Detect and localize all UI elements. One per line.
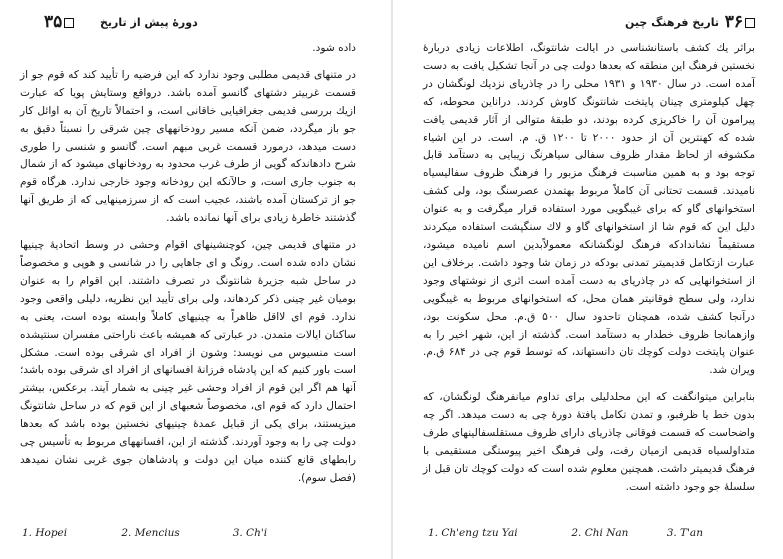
page-number-text: ۳۵ [44,12,63,32]
paragraph: داده شود. [312,42,356,54]
paragraph: در متنهای قدیمی چین، کوچنشینهای اقوام وحشی در وسط اتحادیهٔ چینیها نشان داده شده است. رونگ و ای جاهایی را در شانسی و هوپی و مخصوصاً در ساحل شبه جزیرهٔ شانتونگ در تصرف داشتند. این اقوام را به عنوان بومیان غیر چینی ذکر کردهاند، ولی برای تأیید این نظریه، دلیلی واقعی وجود ندارد. قوم ای لااقل ظاهراً به چینیهای کاملاً وابسته بوده است، یعنی به ساکنان ایالات متمدن. در عبارتی که همیشه باعث ناراحتی مفسران سنتیشده است منسیوس می نویسد: وشون از افراد ای شرقی بوده است. مشکل است باور کنیم که این پادشاه فرزانهٔ افسانهای از افراد ای شرقی بوده باشد؛ آنها هم اگر این قوم از افراد وحشی غیر چینی به شمار آیند. برعکس، بیشتر احتمال دارد که قوم ای، مخصوصاً شعبهای از این قوم که در ساحل شانتونگ میزیستند، برای یکی از قبایل عمدهٔ چینیهای نخستین بوده باشد که بعدها دولت چی را به وجود آوردند. گذشته از این، افسانههای مربوط به تأسیس چی رابطهای قانع کننده میان این دولت و پادشاهان جوی غربی نشان نمیدهد (فصل سوم). [20,239,356,484]
footnote: 3. T'an [666,527,703,539]
footnote: 2. Mencius [121,527,180,539]
page-number-text: ۳۶ [724,12,743,32]
square-ornament-icon [64,18,74,28]
square-ornament-icon [745,18,755,28]
footnotes [22,527,267,539]
footnote: 3. Ch'i [232,527,268,539]
footnotes [428,527,703,539]
paragraph: براثر یك کشف باستانشناسی در ایالت شانتونگ، اطلاعات زیادی دربارهٔ نخستین فرهنگ این منطقه که بعدها دولت چی در آنجا تشکیل یافت به دست آمده است. در سال ۱۹۳۰ و ۱۹۳۱ محلی را در چاذریای نزدیك لونگشان در چهل کیلومتری چینان پایتخت شانتونگ کاوش کردند. دراناین محوطه، که پیرامون آن را خاکریزی کرده بودند، دو طبقهٔ متوالی از آثار قدیمی یافت شده که کهنترین آن از حدود ۲۰۰۰ تا ۱۲۰۰ ق. م. است. در این اشیاء مکشوفه از لحاظ مقدار ظروف سفالی سیاهرنگ زیبایی به دستآمد قابل توجه بود و به همین مناسبت فرهنگ مزبور را فرهنگ ظروف سفالیسیاه نامیدند. قسمت تحتانی آن کاملاً مربوط بهتمدن عصرسنگ بود، ولی کشف استخوانهای گاو که برای غیبگویی مورد استفاده قرار میگرفت و به عنوان دلیل این که قوم شا از استخوانهای گاو و لاك سنگپشت استفاده میکردند مستقیماً نشاندادکه فرهنگ لونگشانکه معمولاًبدین اسم نامیده میشود، عبارت ازتکامل قدیمیتر تمدنی بودکه در زمان شا وجود داشت. برخلاف این از استخوانهایی که در چاذریای به دست آمده است اثری از نوشتهای وجود ندارد، ولی سطح فوقانیتر همان محل، که استخوانهای مربوط به غیبگویی درآنجا کشف شده، همچنان تاحدود سال ۵۰۰ ق.م. محل سکونت بود، وازهمانجا ظروف خطدار به دستآمد است. گذشته از این، شهر اخیر را به عنوان پایتخت دولت کوچك تان دانستهاند، که توسط قوم چی در ۶۸۴ ق.م. ویران شد. [423,42,755,377]
page-number [44,12,76,32]
left-page [0,0,390,559]
right-page [393,0,783,559]
page-number [725,12,757,32]
left-page-header [0,12,390,32]
footnote: 2. Chi Nan [571,527,629,539]
paragraph: در متنهای قدیمی مطلبی وجود ندارد که این فرضیه را تأیید کند که قوم جو از قسمت غربیتر دشتهای گانسو آمده باشد. درواقع وستایش پویا که عبارت ازیك بررسی قدیمی جغرافیایی خاقانی است، و احتمالاً تاریخ آن به اوائل کار جو باز میگردد، ضمن آنکه مسیر رودخانههای چین شرقی را نسبتاً دقیق به دست میدهد، درمورد قسمت غربی مبهم است. گانسو و شنسی را طوری شرح دادهاندکه گویی از طرف غرب محدود به رودخانهای میشود که از شمال به جنوب جاری است، و حالآنکه این رودخانه وجود خارجی ندارد. هرگاه قوم جو از ترکستان آمده باشند، عجیب است که از سرزمینهایی که از طریق آنها گذشتند خاطرهٔ زیادی برای آنها نمانده باشد. [20,68,356,225]
running-head: تاریخ فرهنگ چین [624,16,719,29]
running-head: دورهٔ پیش از تاریخ [100,16,198,29]
footnote: 1. Hopei [22,527,68,539]
body-text [423,40,755,497]
right-page-header [393,12,783,32]
footnote: 1. Ch'eng tzu Yai [428,527,518,539]
body-text [20,40,356,488]
paragraph: بنابراین میتوانگفت که این محلدلیلی برای تداوم میانفرهنگ لونگشان، که بدون خط یا ظرفبو، و تمدن تکامل یافتهٔ دورهٔ چی به دست میدهد. اگر چه واضحاست که قسمت فوقانی چاذریای دارای ظروف مستقلسفالینهای طرف متداولسیاه قدیمی ازمیان رفت، ولی فرهنگ اخیر پیوستگی مستقیمی با فرهنگ قدیمیتر داشت. همچنین معلوم شده است که دولت کوچك تان قبل از سلسلهٔ جو وجود داشته است. [423,391,755,493]
